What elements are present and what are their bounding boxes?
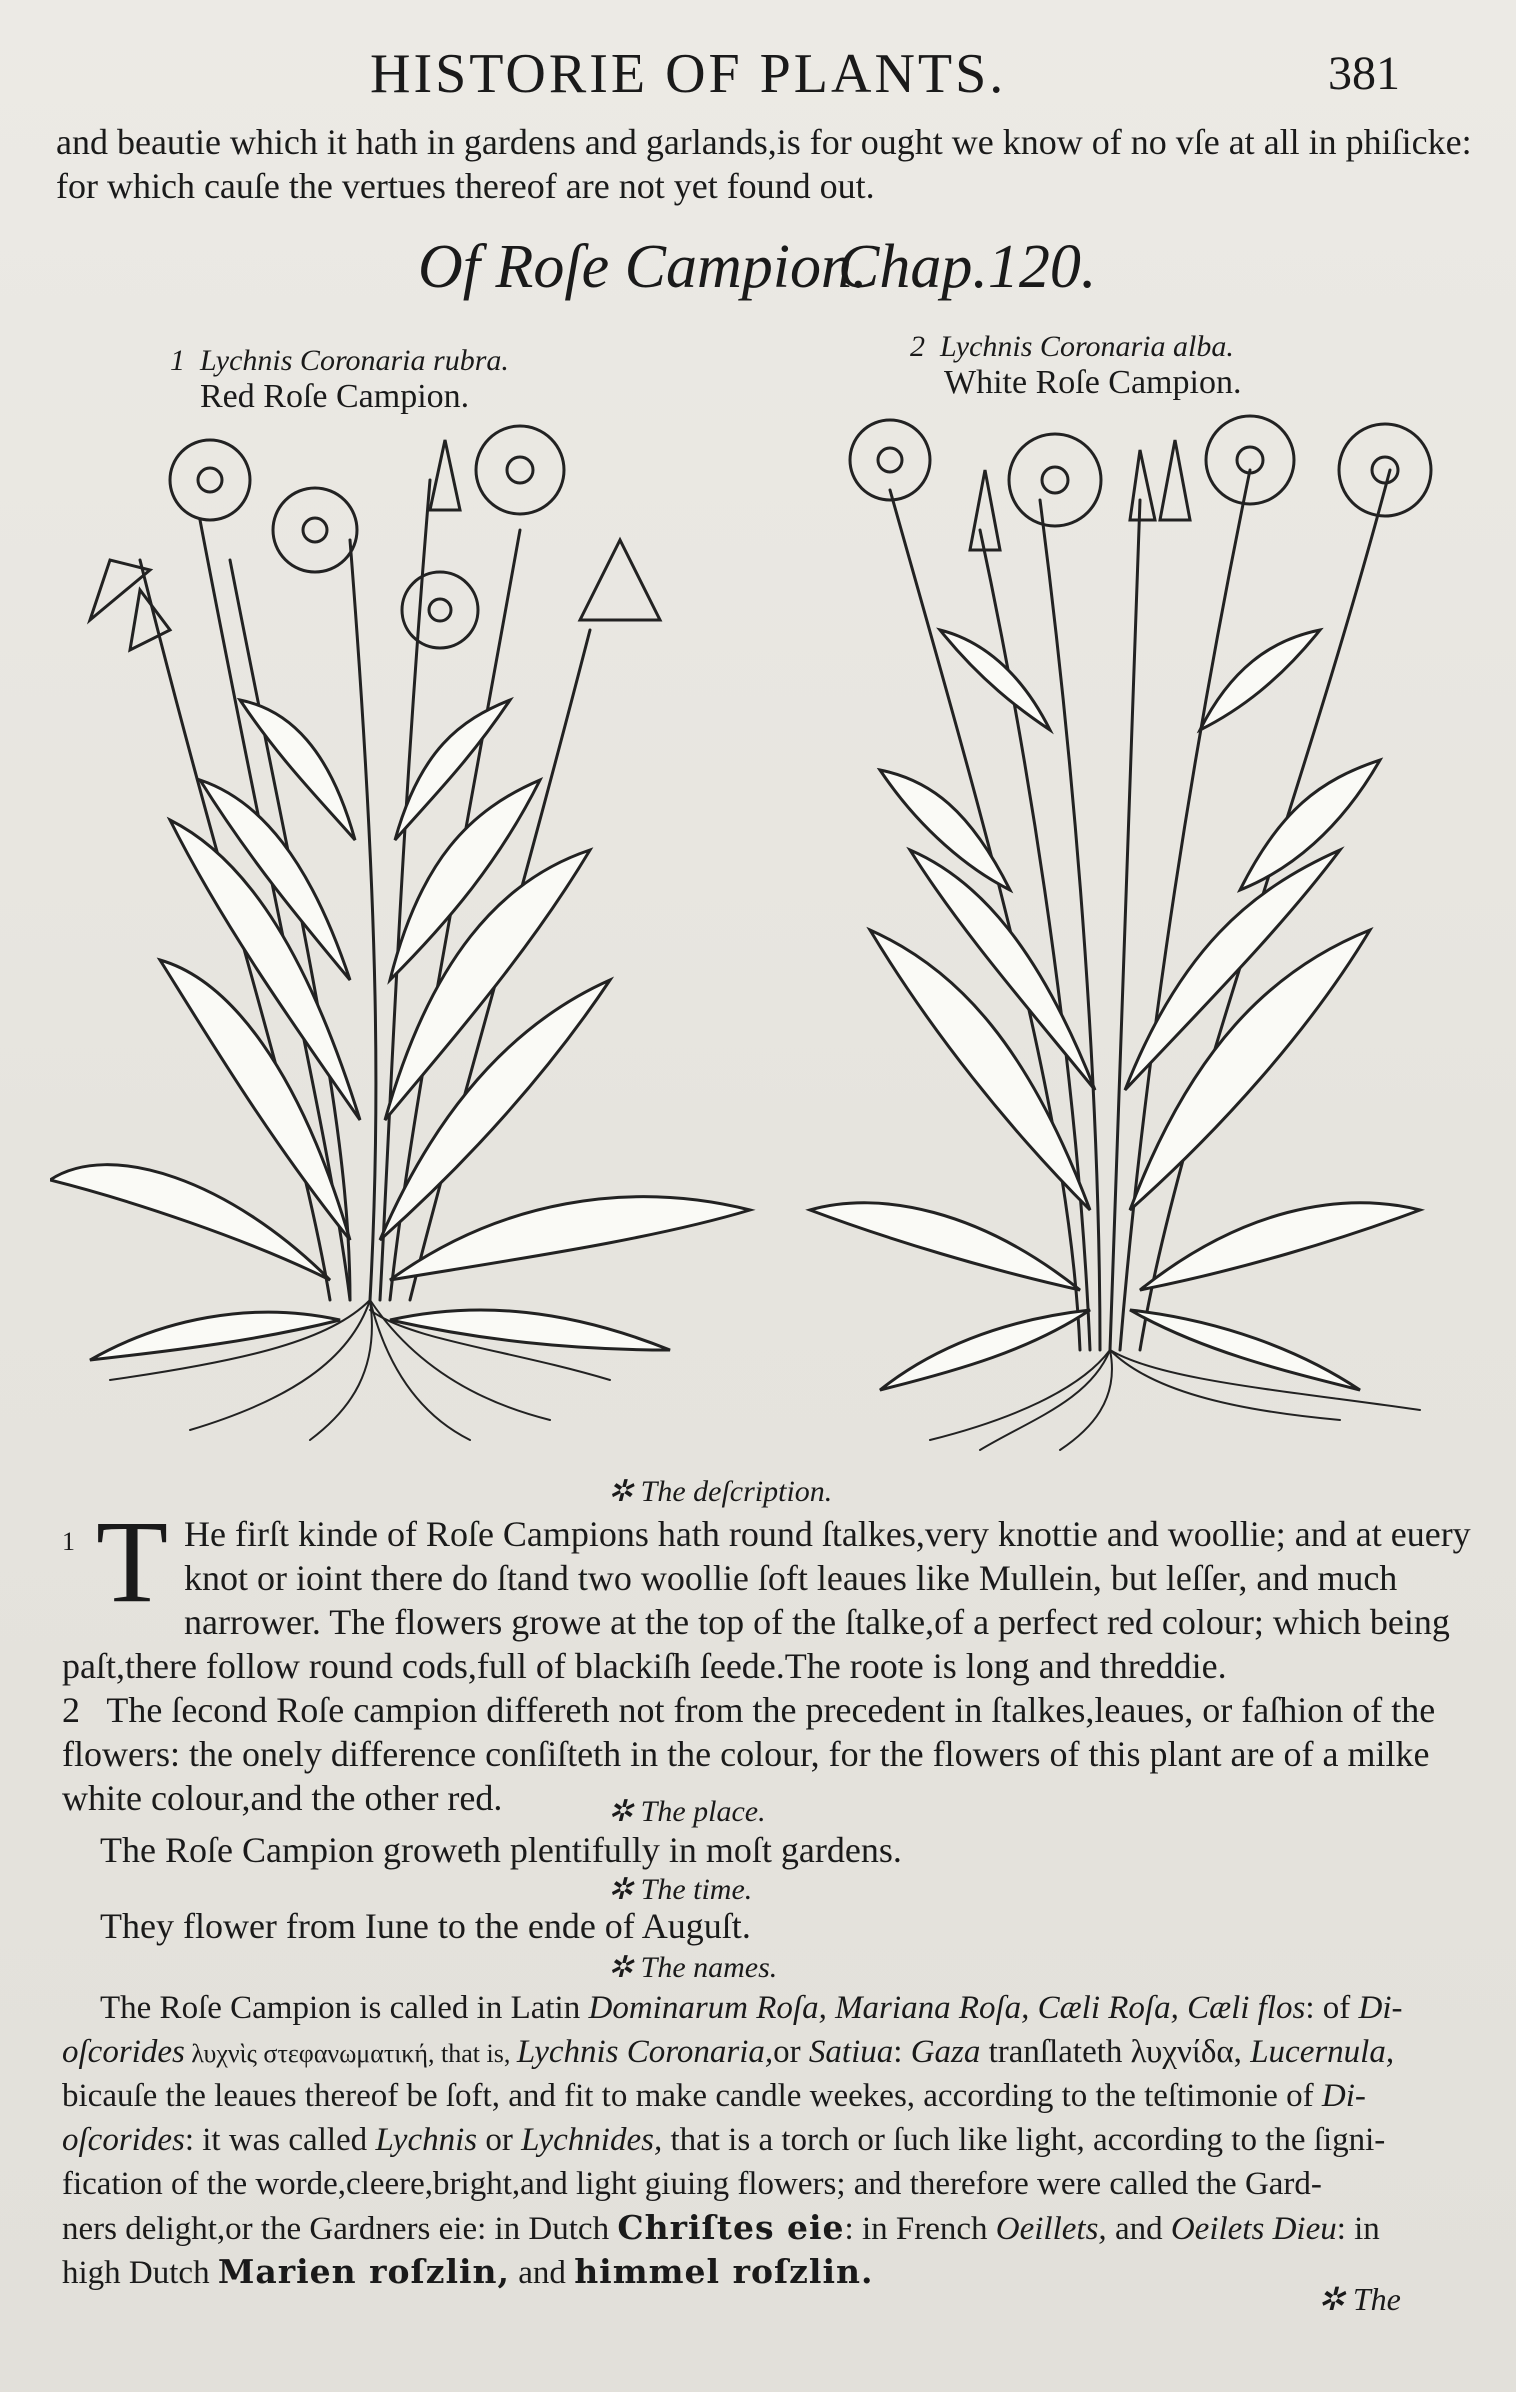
author-name: oſcorides bbox=[62, 2034, 185, 2070]
names-text: or bbox=[773, 2034, 809, 2070]
description-line-4: paſt,there follow round cods,full of blackiſh ſeede.The roote is long and threddie. bbox=[62, 1646, 1227, 1686]
catchword: ✲ The bbox=[1318, 2281, 1401, 2317]
description-line-5: The ſecond Roſe campion differeth not from the precedent in ſtalkes,leaues, or faſhion of the bbox=[106, 1690, 1436, 1730]
running-header: HISTORIE OF PLANTS. bbox=[370, 43, 1007, 105]
paragraph-2-marker: 2 bbox=[62, 1690, 80, 1730]
names-line-1 bbox=[100, 1986, 1403, 2030]
intro-line-1: and beautie which it hath in gardens and garlands,is for ought we know of no vſe at all in phiſicke: bbox=[56, 122, 1472, 162]
names-text: or bbox=[477, 2122, 522, 2158]
description-line-1: He firſt kinde of Roſe Campions hath round ſtalkes,very knottie and woollie; and at euery bbox=[184, 1514, 1471, 1554]
figure-1-latin-name: Lychnis Coronaria rubra. bbox=[200, 344, 509, 377]
latin-term: Satiua bbox=[808, 2034, 894, 2070]
figure-2-caption-latin bbox=[910, 330, 1234, 364]
author-name: Gaza bbox=[910, 2034, 981, 2070]
names-text: high Dutch bbox=[62, 2255, 218, 2291]
description-line-3: narrower. The flowers growe at the top of the ſtalke,of a perfect red colour; which being bbox=[184, 1602, 1450, 1642]
place-heading: ✲ The place. bbox=[608, 1795, 766, 1828]
figure-1-number: 1 bbox=[170, 344, 185, 377]
names-line-2 bbox=[62, 2030, 1394, 2076]
names-text: and bbox=[510, 2255, 575, 2291]
author-name: oſcorides bbox=[62, 2122, 185, 2158]
names-text: ners delight,or the Gardners eie: in Dutch bbox=[62, 2211, 618, 2247]
description-line-7: white colour,and the other red. bbox=[62, 1778, 503, 1818]
time-heading: ✲ The time. bbox=[608, 1873, 753, 1906]
french-name: Oeillets, bbox=[995, 2211, 1107, 2247]
greek-text: λυχνὶς στεφανωματική, that is, bbox=[184, 2039, 517, 2068]
names-line-6 bbox=[62, 2206, 1380, 2251]
author-name: Di- bbox=[1321, 2078, 1366, 2114]
names-text: The Roſe Campion is called in Latin bbox=[100, 1990, 589, 2026]
latin-synonyms: Dominarum Roſa, Mariana Roſa, Cæli Roſa, Cæli flos bbox=[588, 1990, 1306, 2026]
white-rose-campion-woodcut bbox=[780, 410, 1440, 1460]
description-line-6: flowers: the onely difference conſiſteth in the colour, for the flowers of this plant are of a milke bbox=[62, 1734, 1430, 1774]
time-text: They flower from Iune to the ende of Auguſt. bbox=[100, 1906, 751, 1946]
leaves-left bbox=[50, 700, 750, 1360]
names-text: : in French bbox=[844, 2211, 996, 2247]
figure-2-number: 2 bbox=[910, 330, 925, 363]
description-heading: ✲ The deſcription. bbox=[608, 1475, 833, 1508]
latin-term: Lychnis bbox=[375, 2122, 478, 2158]
names-text: : it was called bbox=[184, 2122, 376, 2158]
figure-2-latin-name: Lychnis Coronaria alba. bbox=[940, 330, 1234, 363]
intro-line-2: for which cauſe the vertues thereof are not yet found out. bbox=[56, 166, 875, 206]
names-line-7 bbox=[62, 2250, 873, 2295]
leaves-right bbox=[810, 630, 1420, 1390]
names-text: bicauſe the leaues thereof be ſoft, and fit to make candle weekes, according to the teſtimonie of bbox=[62, 2078, 1322, 2114]
names-line-4 bbox=[62, 2118, 1385, 2162]
greek-text: tranſlateth λυχνίδα, bbox=[980, 2034, 1251, 2070]
blackletter-german: Marien roſzlin, bbox=[217, 2252, 511, 2291]
names-text: and bbox=[1106, 2211, 1171, 2247]
paragraph-1-marker: 1 bbox=[62, 1527, 75, 1556]
figure-2-caption-english: White Roſe Campion. bbox=[944, 364, 1242, 401]
place-text: The Roſe Campion groweth plentifully in moſt gardens. bbox=[100, 1830, 902, 1870]
chapter-number: Chap.120. bbox=[838, 233, 1097, 301]
flower-cluster-right bbox=[850, 416, 1431, 550]
french-name: Oeilets Dieu bbox=[1170, 2211, 1337, 2247]
blackletter-dutch: Chriſtes eie bbox=[617, 2208, 845, 2247]
page-number: 381 bbox=[1328, 47, 1400, 100]
names-text: : in bbox=[1336, 2211, 1380, 2247]
names-text: that is a torch or ſuch like light, according to the ſigni- bbox=[662, 2122, 1386, 2158]
red-rose-campion-woodcut bbox=[50, 420, 770, 1450]
paragraph-2 bbox=[62, 1688, 1435, 1732]
chapter-title: Of Roſe Campion. bbox=[418, 233, 868, 301]
names-text: : bbox=[893, 2034, 911, 2070]
names-heading: ✲ The names. bbox=[608, 1951, 778, 1984]
names-line-3 bbox=[62, 2074, 1366, 2118]
latin-term: Lychnis Coronaria, bbox=[516, 2034, 774, 2070]
roots-right bbox=[930, 1350, 1420, 1450]
figure-1-caption-latin bbox=[170, 344, 509, 378]
latin-term: Lychnides, bbox=[521, 2122, 663, 2158]
description-line-2: knot or ioint there do ſtand two woollie ſoft leaues like Mullein, but leſſer, and much bbox=[184, 1558, 1398, 1598]
author-name: Di- bbox=[1358, 1990, 1403, 2026]
blackletter-german: himmel roſzlin. bbox=[574, 2252, 874, 2291]
latin-term: Lucernula, bbox=[1250, 2034, 1395, 2070]
figure-1-caption-english: Red Roſe Campion. bbox=[200, 378, 470, 415]
names-text: : of bbox=[1305, 1990, 1359, 2026]
drop-cap: T bbox=[96, 1496, 169, 1627]
names-line-5: fication of the worde,cleere,bright,and light giuing flowers; and therefore were called the Gard- bbox=[62, 2166, 1322, 2202]
flower-cluster-left bbox=[90, 426, 660, 650]
